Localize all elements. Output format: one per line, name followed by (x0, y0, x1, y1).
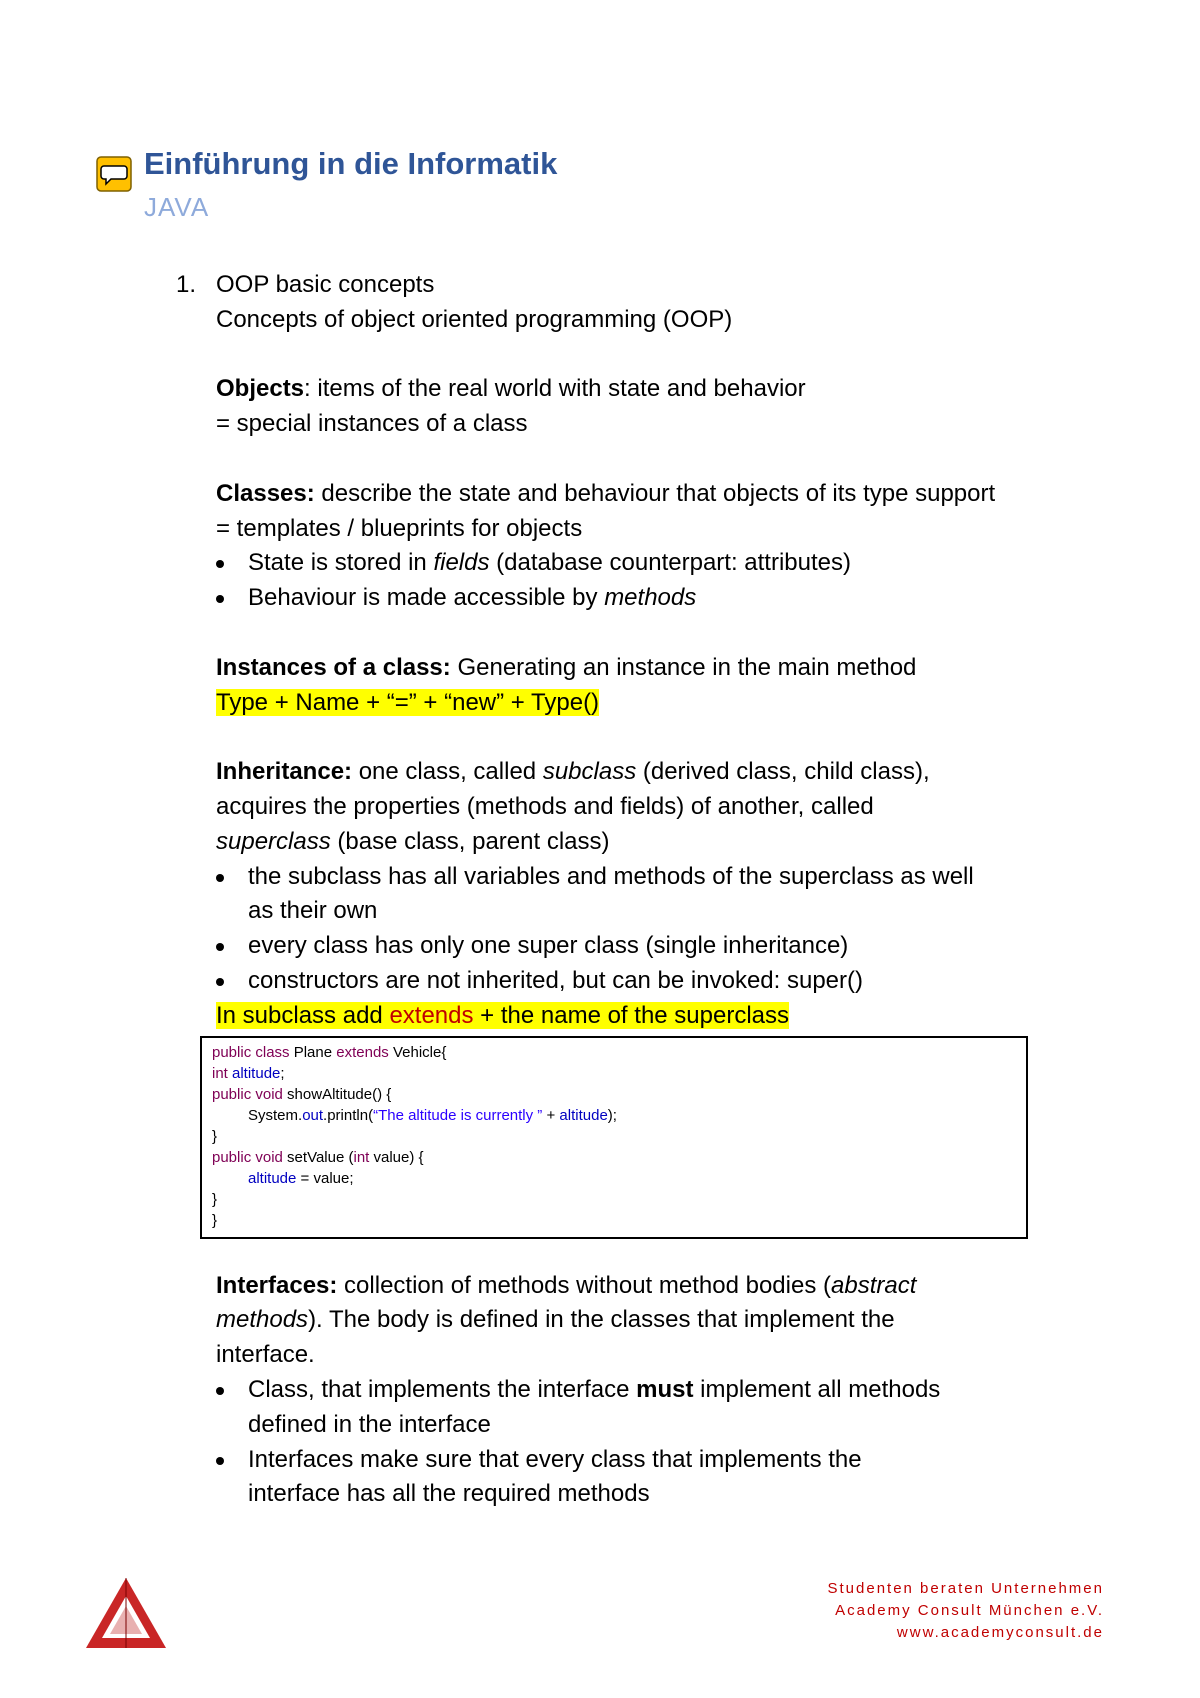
document-title: Einführung in die Informatik (144, 146, 558, 181)
code-line: } (212, 1190, 218, 1208)
section-subtitle: Concepts of object oriented programming (OOP) (216, 305, 733, 333)
classes-bullets (176, 546, 1096, 616)
list-item: the subclass has all variables and methods of the superclass as well as their own (176, 860, 1096, 930)
section-oop-basics (176, 268, 1096, 338)
interfaces-term: Interfaces: (216, 1271, 338, 1299)
footer-url: www.academyconsult.de (896, 1624, 1104, 1641)
inheritance-term: Inheritance: (216, 758, 353, 786)
classes-definition: Classes: describe the state and behaviour that objects of its type support (216, 479, 996, 507)
code-line: public class Plane extends Vehicle{ (212, 1043, 447, 1061)
section-number: 1. (176, 271, 197, 298)
interfaces-line2: methods). The body is defined in the classes that implement the (216, 1306, 895, 1334)
instances-definition: Instances of a class: Generating an instance in the main method (216, 653, 917, 681)
instances-term: Instances of a class: (216, 653, 451, 681)
section-title: OOP basic concepts (216, 271, 435, 298)
code-line: System.out.println(“The altitude is currently ” + altitude); (248, 1106, 617, 1124)
code-line: } (212, 1211, 218, 1229)
extends-note: In subclass add extends + the name of the superclass (216, 1001, 790, 1029)
classes-term: Classes: (216, 479, 315, 507)
objects-term: Objects (216, 375, 305, 403)
inheritance-line2: acquires the properties (methods and fields) of another, called (216, 792, 874, 820)
footer-tagline: Studenten beraten Unternehmen (827, 1580, 1104, 1597)
document-body (176, 268, 1096, 1512)
footer-org: Academy Consult München e.V. (835, 1602, 1104, 1619)
inheritance-bullets (176, 860, 1096, 999)
list-item: Behaviour is made accessible by methods (176, 581, 1096, 616)
interfaces-bullets (176, 1373, 1096, 1512)
list-item: Class, that implements the interface must implement all methods defined in the interface (176, 1373, 1096, 1443)
code-line: public void showAltitude() { (212, 1085, 392, 1103)
footer-text (828, 1578, 1105, 1644)
document-subtitle: JAVA (144, 192, 210, 222)
academy-consult-logo (84, 1576, 168, 1650)
interfaces-definition: Interfaces: collection of methods without method bodies (abstract (216, 1271, 917, 1299)
interfaces-line3: interface. (216, 1341, 315, 1369)
objects-definition: Objects: items of the real world with state and behavior (216, 375, 806, 403)
list-item: every class has only one super class (single inheritance) (176, 929, 1096, 964)
list-item: constructors are not inherited, but can be invoked: super() (176, 964, 1096, 999)
objects-line2: = special instances of a class (216, 410, 528, 438)
code-line: int altitude; (212, 1064, 285, 1082)
inheritance-line3: superclass (base class, parent class) (216, 827, 610, 855)
list-item: Interfaces make sure that every class that implements the interface has all the required methods (176, 1443, 1096, 1513)
speech-bubble-icon (96, 156, 132, 192)
code-line: altitude = value; (248, 1169, 354, 1187)
code-example-box (200, 1036, 1028, 1239)
inheritance-definition: Inheritance: one class, called subclass (derived class, child class), (216, 758, 930, 786)
code-line: } (212, 1127, 218, 1145)
classes-line2: = templates / blueprints for objects (216, 514, 583, 542)
code-line: public void setValue (int value) { (212, 1148, 424, 1166)
list-item: State is stored in fields (database counterpart: attributes) (176, 546, 1096, 581)
instance-syntax-highlight: Type + Name + “=” + “new” + Type() (216, 688, 600, 716)
